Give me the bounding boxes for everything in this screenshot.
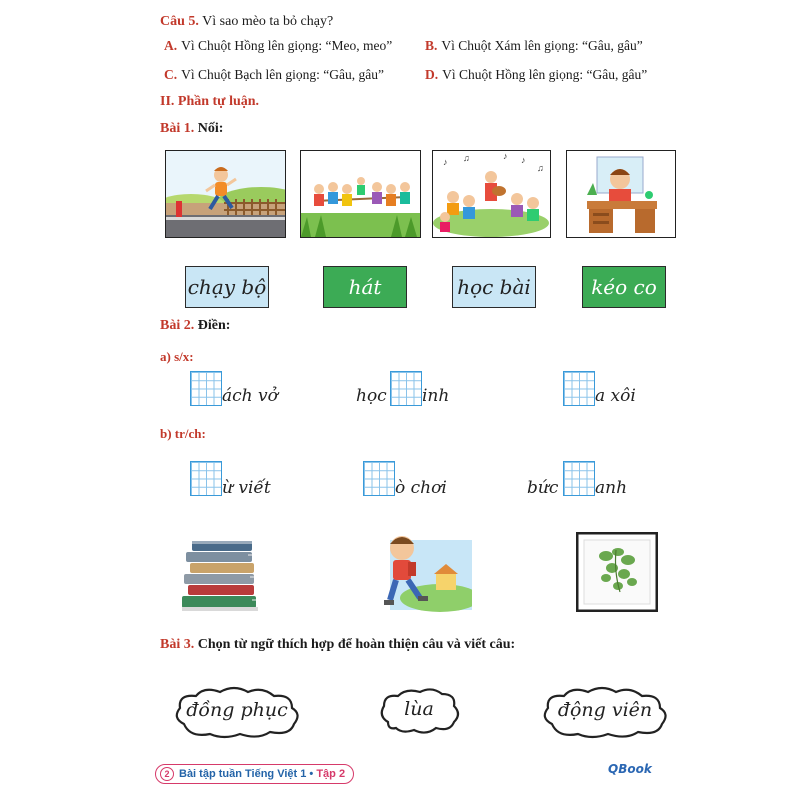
svg-text:♫: ♫ [537, 163, 544, 173]
fill-box-tranh[interactable] [563, 461, 595, 496]
option-text: Vì Chuột Hồng lên giọng: “Meo, meo” [181, 38, 393, 53]
tug-of-war-illustration [301, 151, 420, 237]
option-text: Vì Chuột Bạch lên giọng: “Gâu, gâu” [181, 67, 384, 82]
cloud-word-dong-phuc[interactable]: đồng phục [186, 699, 288, 721]
books-stack-illustration [178, 535, 266, 615]
bai3-heading [160, 637, 515, 653]
word-box-chay-bo[interactable]: chạy bộ [185, 266, 269, 308]
option-text: Vì Chuột Hồng lên giọng: “Gâu, gâu” [442, 67, 648, 82]
bai1-label: Bài 1. [160, 121, 195, 136]
footer-volume: Tập 2 [316, 768, 346, 780]
bai2-heading [160, 318, 230, 334]
footer-title: Bài tập tuần Tiếng Việt 1 • [179, 768, 314, 780]
boy-walking-illustration [380, 528, 472, 614]
bai3-title: Chọn từ ngữ thích hợp để hoàn thiện câu và viết câu: [197, 637, 516, 652]
framed-plant-picture-illustration [576, 532, 658, 612]
fill-box-sach[interactable] [190, 371, 222, 406]
bai2-title: Điền: [197, 318, 231, 333]
running-illustration [166, 151, 285, 237]
option-d[interactable] [425, 67, 647, 83]
page-number: 2 [160, 767, 174, 781]
svg-text:♪: ♪ [503, 151, 508, 161]
option-letter: B. [425, 38, 438, 53]
question-5-text: Vì sao mèo ta bỏ chạy? [202, 14, 334, 29]
singing-illustration [433, 151, 550, 237]
qbook-logo-text: QBook [608, 762, 652, 776]
bai3-label: Bài 3. [160, 637, 195, 652]
option-text: Vì Chuột Xám lên giọng: “Gâu, gâu” [441, 38, 643, 53]
fill-box-sinh[interactable] [390, 371, 422, 406]
word-box-keo-co[interactable]: kéo co [582, 266, 666, 308]
bai1-title: Nối: [197, 121, 224, 136]
fill-word-tro: ò chơi [395, 478, 447, 498]
option-b[interactable] [425, 38, 643, 54]
fill-box-xa[interactable] [563, 371, 595, 406]
cloud-word-lua[interactable]: lùa [404, 698, 434, 720]
fill-word-chu: ừ viết [222, 478, 271, 498]
fill-prefix-buc: bức [527, 478, 559, 498]
fill-word-sinh: inh [422, 386, 450, 406]
option-letter: D. [425, 67, 439, 82]
section-title: II. Phần tự luận. [160, 94, 260, 109]
svg-text:♪: ♪ [521, 155, 526, 165]
option-a[interactable] [164, 38, 392, 54]
option-letter: C. [164, 67, 178, 82]
svg-text:♫: ♫ [463, 153, 470, 163]
studying-illustration [567, 151, 675, 237]
picture-singing[interactable] [432, 150, 551, 238]
fill-word-tranh: anh [595, 478, 628, 498]
picture-running[interactable] [165, 150, 286, 238]
word-box-hat[interactable]: hát [323, 266, 407, 308]
bai2-part-a-label: a) s/x: [160, 349, 194, 364]
fill-word-sach: ách vở [222, 386, 278, 406]
word-box-hoc-bai[interactable]: học bài [452, 266, 536, 308]
option-letter: A. [164, 38, 178, 53]
svg-text:♪: ♪ [443, 157, 448, 167]
fill-box-tro[interactable] [363, 461, 395, 496]
bai1-heading [160, 121, 223, 137]
picture-studying[interactable] [566, 150, 676, 238]
qbook-logo [608, 762, 652, 776]
picture-tug-of-war[interactable] [300, 150, 421, 238]
footer-badge [155, 764, 354, 784]
bai2-label: Bài 2. [160, 318, 195, 333]
fill-prefix-hoc: học [356, 386, 387, 406]
fill-box-chu[interactable] [190, 461, 222, 496]
option-c[interactable] [164, 67, 384, 83]
cloud-word-dong-vien[interactable]: động viên [557, 699, 653, 721]
question-5 [160, 14, 333, 30]
bai2-part-b-label: b) tr/ch: [160, 426, 206, 441]
fill-word-xa: a xôi [595, 386, 636, 406]
question-5-label: Câu 5. [160, 14, 199, 29]
